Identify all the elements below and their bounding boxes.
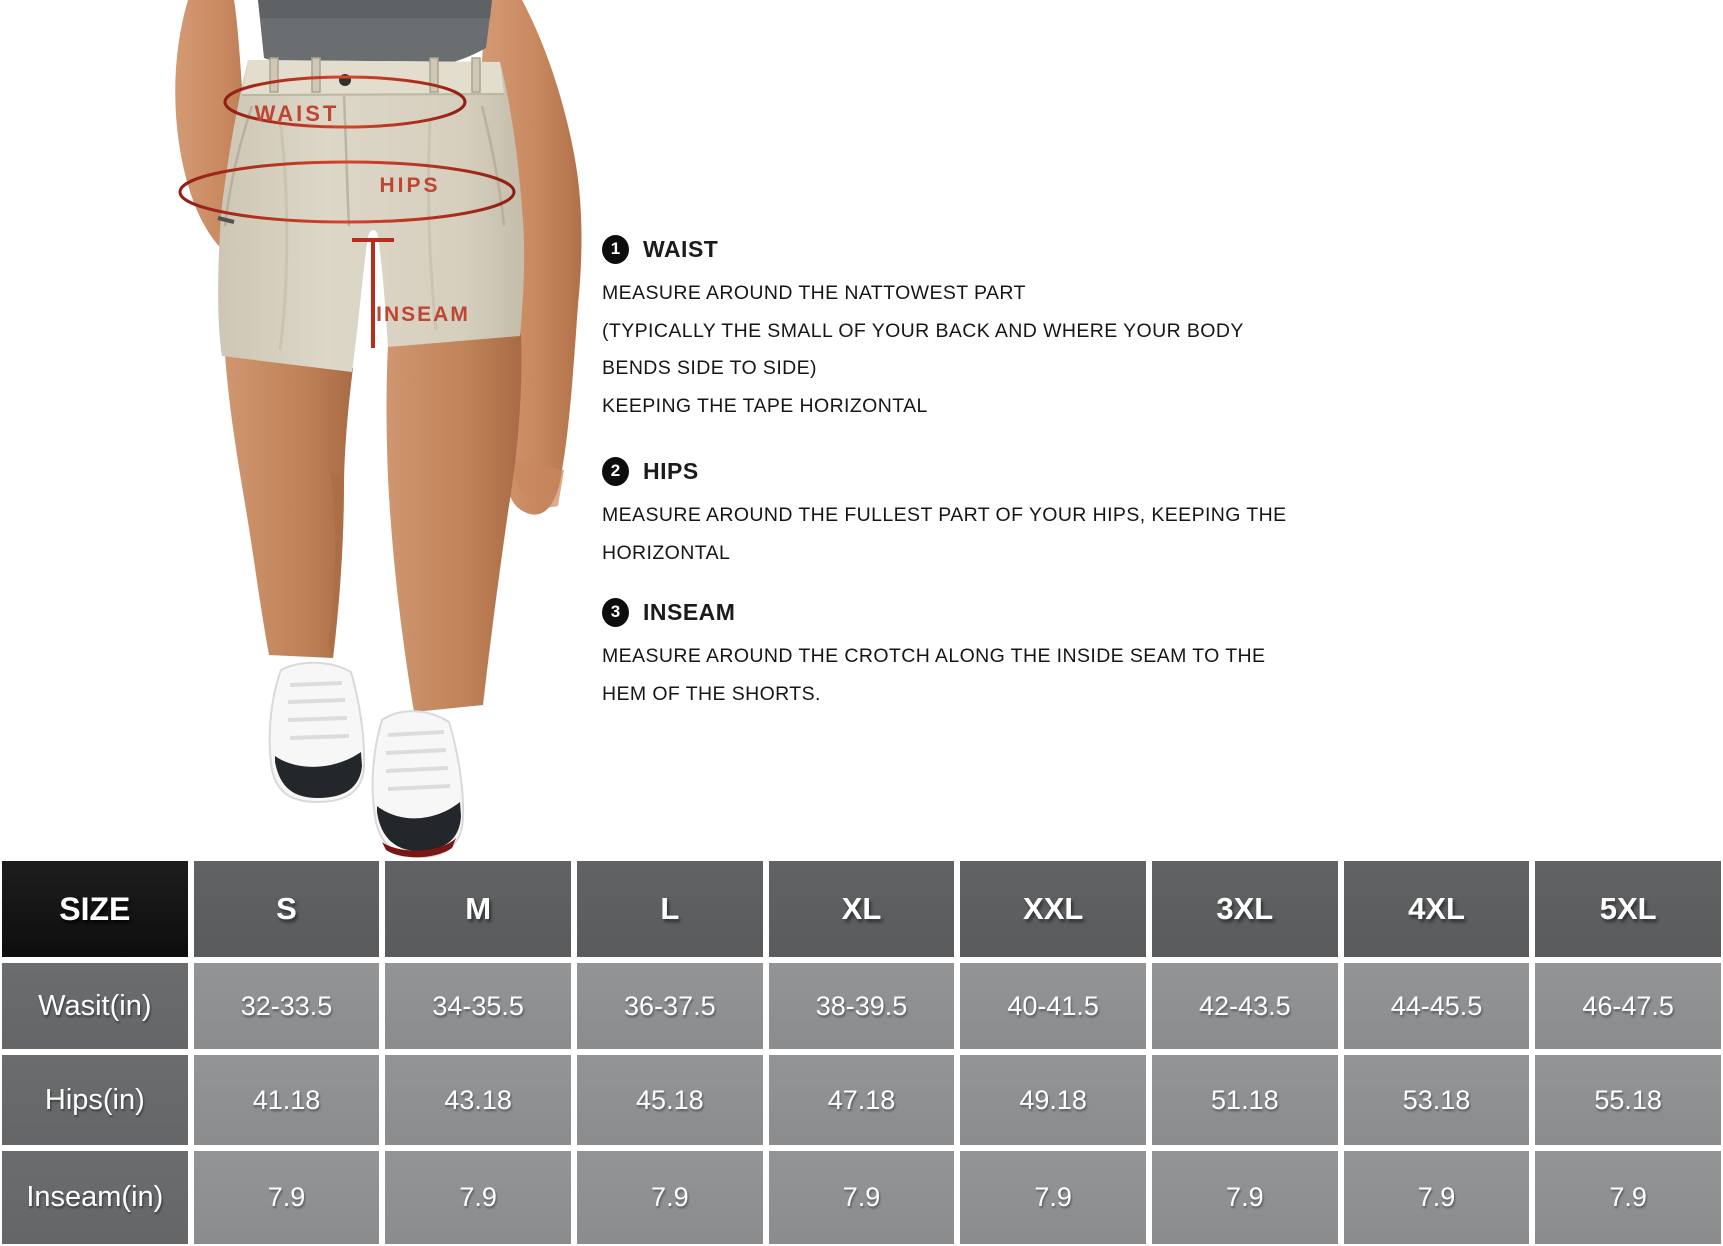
table-value-cell: 7.9 (769, 1151, 955, 1244)
number-1-badge: 1 (602, 235, 629, 264)
instruction-line: HORIZONTAL (602, 541, 731, 564)
model-photo (130, 0, 600, 860)
instruction-hips-text (602, 497, 1382, 572)
table-value-cell: 38-39.5 (769, 963, 955, 1049)
instruction-waist-heading (602, 232, 1382, 266)
table-value-cell: 7.9 (1535, 1151, 1721, 1244)
table-value-cell: 7.9 (194, 1151, 380, 1244)
table-value-cell: 49.18 (960, 1055, 1146, 1145)
table-value-cell: 7.9 (960, 1151, 1146, 1244)
size-header-cell: SIZE (2, 861, 188, 957)
row-label-inseam: Inseam(in) (2, 1151, 188, 1244)
size-col-header: 3XL (1152, 861, 1338, 957)
table-value-cell: 32-33.5 (194, 963, 380, 1049)
inseam-figure-label: INSEAM (376, 303, 470, 326)
instruction-hips-heading (602, 454, 1382, 488)
instruction-line: (TYPICALLY THE SMALL OF YOUR BACK AND WHERE YOUR BODY (602, 319, 1244, 342)
model-illustration (130, 0, 600, 860)
table-value-cell: 40-41.5 (960, 963, 1146, 1049)
instruction-inseam-heading (602, 595, 1382, 629)
table-value-cell: 7.9 (577, 1151, 763, 1244)
table-value-cell: 46-47.5 (1535, 963, 1721, 1049)
table-value-cell: 51.18 (1152, 1055, 1338, 1145)
waist-figure-label: WAIST (254, 101, 340, 126)
instruction-line: BENDS SIDE TO SIDE) (602, 357, 817, 379)
table-value-cell: 36-37.5 (577, 963, 763, 1049)
table-value-cell: 44-45.5 (1344, 963, 1530, 1049)
row-label-hips: Hips(in) (2, 1055, 188, 1145)
model-legs (225, 334, 521, 712)
hips-figure-label: HIPS (379, 174, 441, 197)
size-col-header: 5XL (1535, 861, 1721, 957)
table-value-cell: 43.18 (385, 1055, 571, 1145)
instruction-line: KEEPING THE TAPE HORIZONTAL (602, 394, 928, 417)
table-value-cell: 53.18 (1344, 1055, 1530, 1145)
instruction-line: HEM OF THE SHORTS. (602, 682, 821, 705)
instruction-inseam (602, 595, 1382, 713)
instruction-hips-title: HIPS (643, 457, 699, 484)
table-value-cell: 7.9 (1344, 1151, 1530, 1244)
model-right-shoe (373, 711, 463, 857)
instruction-line: MEASURE AROUND THE NATTOWEST PART (602, 282, 1026, 304)
size-chart-table (0, 859, 1723, 1246)
table-value-cell: 45.18 (577, 1055, 763, 1145)
instruction-line: MEASURE AROUND THE CROTCH ALONG THE INSIDE SEAM TO THE (602, 645, 1266, 667)
size-col-header: 4XL (1344, 861, 1530, 957)
instruction-hips (602, 454, 1382, 572)
size-col-header: M (385, 861, 571, 957)
table-value-cell: 34-35.5 (385, 963, 571, 1049)
table-value-cell: 55.18 (1535, 1055, 1721, 1145)
instruction-waist-text (602, 275, 1382, 425)
size-col-header: XL (769, 861, 955, 957)
size-col-header: S (194, 861, 380, 957)
number-2-badge: 2 (602, 457, 629, 486)
number-3-badge: 3 (602, 598, 629, 627)
instruction-inseam-title: INSEAM (643, 598, 736, 625)
instruction-waist-title: WAIST (643, 235, 719, 262)
table-value-cell: 47.18 (769, 1055, 955, 1145)
table-value-cell: 7.9 (1152, 1151, 1338, 1244)
model-left-shoe (270, 663, 364, 802)
instruction-line: MEASURE AROUND THE FULLEST PART OF YOUR HIPS, KEEPING THE (602, 504, 1287, 526)
size-col-header: XXL (960, 861, 1146, 957)
row-label-waist: Wasit(in) (2, 963, 188, 1049)
table-value-cell: 41.18 (194, 1055, 380, 1145)
table-value-cell: 7.9 (385, 1151, 571, 1244)
instruction-waist (602, 232, 1382, 425)
size-col-header: L (577, 861, 763, 957)
table-value-cell: 42-43.5 (1152, 963, 1338, 1049)
instruction-inseam-text (602, 638, 1382, 713)
